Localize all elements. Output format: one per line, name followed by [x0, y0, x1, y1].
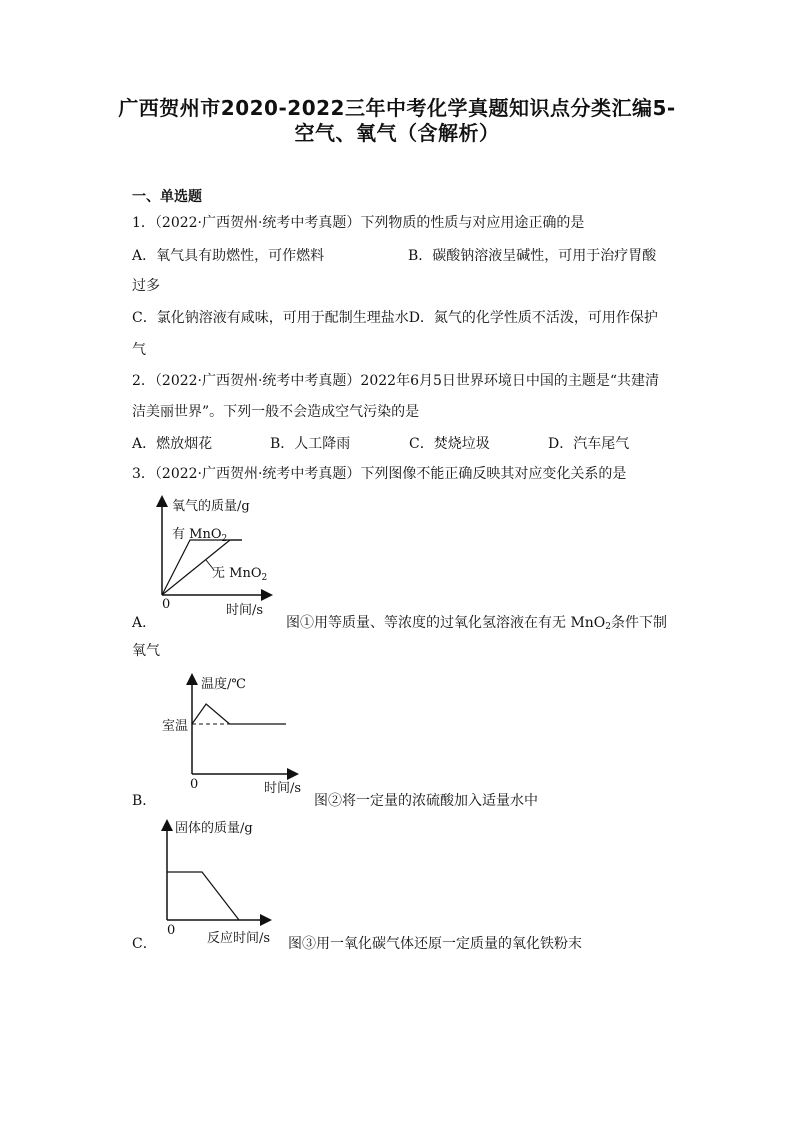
q3-option-a-desc: 图①用等质量、等浓度的过氧化氢溶液在有无 MnO$_2$条件下制 — [286, 615, 668, 632]
q3-option-b-desc: 图②将一定量的浓硫酸加入适量水中 — [314, 793, 538, 809]
q1-stem: 1．（2022·广西贺州·统考中考真题）下列物质的性质与对应用途正确的是 — [132, 215, 585, 231]
chart-b-temperature-curve — [192, 704, 286, 724]
chart-a-oxygen-mass — [150, 490, 280, 620]
q3-option-a-label: A． — [132, 615, 157, 631]
chart-a-origin: 0 — [162, 597, 171, 612]
chart-c-origin: 0 — [167, 923, 176, 938]
q3-option-c-desc: 图③用一氧化碳气体还原一定质量的氧化铁粉末 — [288, 936, 582, 952]
q1-option-b: B．碳酸钠溶液呈碱性，可用于治疗胃酸 — [408, 248, 657, 264]
q2-option-d: D．汽车尾气 — [548, 436, 630, 452]
chart-b-y-label: 温度/℃ — [201, 677, 246, 692]
chart-a-y-label: 氧气的质量/g — [172, 499, 250, 514]
chart-c-solid-mass — [155, 816, 285, 948]
section-heading-single-choice: 一、单选题 — [132, 189, 202, 205]
chart-c-mass-curve — [167, 872, 239, 920]
q2-option-c: C．焚烧垃圾 — [409, 436, 490, 452]
chart-a-series-label-with: 有 MnO$_2$ — [172, 527, 228, 544]
q2-option-a: A．燃放烟花 — [132, 436, 213, 452]
q1-option-b-continued: 过多 — [132, 278, 160, 294]
chart-c-x-label: 反应时间/s — [207, 931, 271, 946]
chart-b-origin: 0 — [190, 777, 199, 792]
chart-b-temperature — [160, 668, 310, 800]
page-title-line-2: 空气、氧气（含解析） — [294, 121, 500, 145]
q1-option-d-continued: 气 — [132, 342, 146, 358]
q2-stem-line-1: 2．（2022·广西贺州·统考中考真题）2022年6月5日世界环境日中国的主题是“共建清 — [132, 373, 660, 389]
q3-stem: 3．（2022·广西贺州·统考中考真题）下列图像不能正确反映其对应变化关系的是 — [132, 466, 627, 482]
q3-option-a-continued: 氧气 — [132, 643, 160, 659]
q2-stem-line-2: 洁美丽世界”。下列一般不会造成空气污染的是 — [132, 404, 420, 420]
q2-option-b: B．人工降雨 — [270, 436, 351, 452]
q1-option-c-d: C．氯化钠溶液有咸味，可用于配制生理盐水D．氮气的化学性质不活泼，可用作保护 — [132, 310, 658, 326]
chart-b-ref-label: 室温 — [162, 719, 189, 734]
q1-option-a: A．氧气具有助燃性，可作燃料 — [132, 248, 325, 264]
chart-a-series-label-without: 无 MnO$_2$ — [212, 566, 268, 583]
page-title-line-1: 广西贺州市2020-2022三年中考化学真题知识点分类汇编5- — [118, 96, 676, 120]
q3-option-c-label: C． — [132, 936, 157, 952]
chart-a-x-label: 时间/s — [226, 603, 264, 618]
chart-b-x-label: 时间/s — [264, 781, 302, 796]
chart-c-y-label: 固体的质量/g — [175, 821, 253, 836]
q3-option-b-label: B． — [132, 793, 157, 809]
